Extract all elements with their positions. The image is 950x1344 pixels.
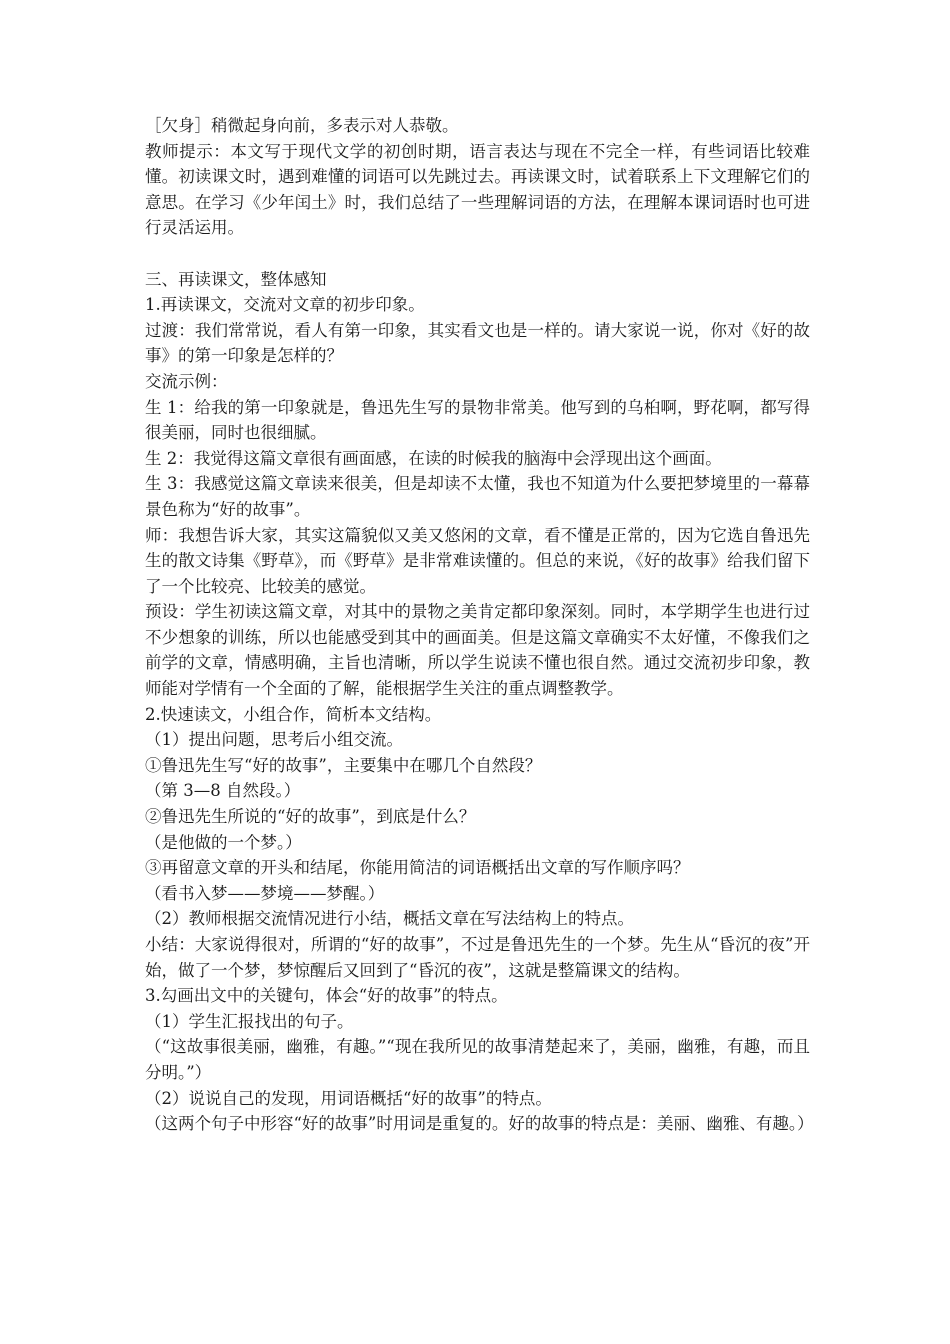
paragraph-preset: 预设：学生初读这篇文章，对其中的景物之美肯定都印象深刻。同时，本学期学生也进行过不少想象的训练，所以也能感受到其中的画面美。但是这篇文章确实不太好懂，不像我们之前学的文章，情感明确，主旨也清晰，所以学生说读不懂也很自然。通过交流初步印象，教师能对学情有一个全面的了解，能根据学生关注的重点调整教学。 xyxy=(145,602,810,699)
blank-line xyxy=(145,241,810,267)
step-3-heading: 3.勾画出文中的关键句，体会“好的故事”的特点。 xyxy=(145,986,508,1006)
step-2-heading: 2.快速读文，小组合作，简析本文结构。 xyxy=(145,704,442,724)
question-3: ③再留意文章的开头和结尾，你能用简洁的词语概括出文章的写作顺序吗？ xyxy=(145,858,690,878)
paragraph-teacher: 师：我想告诉大家，其实这篇貌似又美又悠闲的文章，看不懂是正常的，因为它选自鲁迅先生的散文诗集《野草》，而《野草》是非常难读懂的。但总的来说，《好的故事》给我们留下了一个比较亮、比较美的感觉。 xyxy=(145,525,810,596)
paragraph-teacher-tip: 教师提示：本文写于现代文学的初创时期，语言表达与现在不完全一样，有些词语比较难懂。初读课文时，遇到难懂的词语可以先跳过去。再读课文时，试着联系上下文理解它们的意思。在学习《少年闰土》时，我们总结了一些理解词语的方法，在理解本课词语时也可进行灵活运用。 xyxy=(145,141,810,238)
substep-3-2: （2）说说自己的发现，用词语概括“好的故事”的特点。 xyxy=(145,1088,552,1108)
paragraph-exchange-example: 交流示例： xyxy=(145,371,228,391)
section-heading-3: 三、再读课文，整体感知 xyxy=(145,269,327,289)
answer-1: （第 3—8 自然段。） xyxy=(145,781,301,801)
substep-2-1: （1）提出问题，思考后小组交流。 xyxy=(145,730,403,750)
answer-3: （看书入梦——梦境——梦醒。） xyxy=(145,883,385,903)
substep-3-1: （1）学生汇报找出的句子。 xyxy=(145,1011,354,1031)
question-2: ②鲁迅先生所说的“好的故事”，到底是什么？ xyxy=(145,807,476,827)
paragraph-student-2: 生 2：我觉得这篇文章很有画面感，在读的时候我的脑海中会浮现出这个画面。 xyxy=(145,448,722,468)
substep-2-2: （2）教师根据交流情况进行小结，概括文章在写法结构上的特点。 xyxy=(145,909,634,929)
document-page xyxy=(145,113,814,1137)
paragraph-student-3: 生 3：我感觉这篇文章读来很美，但是却读不太懂，我也不知道为什么要把梦境里的一幕幕景色称为“好的故事”。 xyxy=(145,474,810,519)
answer-2: （是他做的一个梦。） xyxy=(145,832,302,852)
paragraph-vocab-qianshen: ［欠身］稍微起身向前，多表示对人恭敬。 xyxy=(145,116,459,135)
paragraph-summary: 小结：大家说得很对，所谓的“好的故事”，不过是鲁迅先生的一个梦。先生从“昏沉的夜”开始，做了一个梦，梦惊醒后又回到了“昏沉的夜”，这就是整篇课文的结构。 xyxy=(145,935,810,980)
question-1: ①鲁迅先生写“好的故事”，主要集中在哪几个自然段？ xyxy=(145,755,542,775)
paragraph-student-1: 生 1：给我的第一印象就是，鲁迅先生写的景物非常美。他写到的乌桕啊，野花啊，都写得很美丽，同时也很细腻。 xyxy=(145,397,810,443)
answer-3-2: （这两个句子中形容“好的故事”时用词是重复的。好的故事的特点是：美丽、幽雅、有趣。） xyxy=(145,1114,814,1134)
answer-3-1: （“这故事很美丽，幽雅，有趣。”“现在我所见的故事清楚起来了，美丽，幽雅，有趣，而且分明。”） xyxy=(145,1037,810,1082)
paragraph-transition: 过渡：我们常常说，看人有第一印象，其实看文也是一样的。请大家说一说，你对《好的故事》的第一印象是怎样的？ xyxy=(145,320,810,366)
step-1-heading: 1.再读课文，交流对文章的初步印象。 xyxy=(145,295,425,315)
